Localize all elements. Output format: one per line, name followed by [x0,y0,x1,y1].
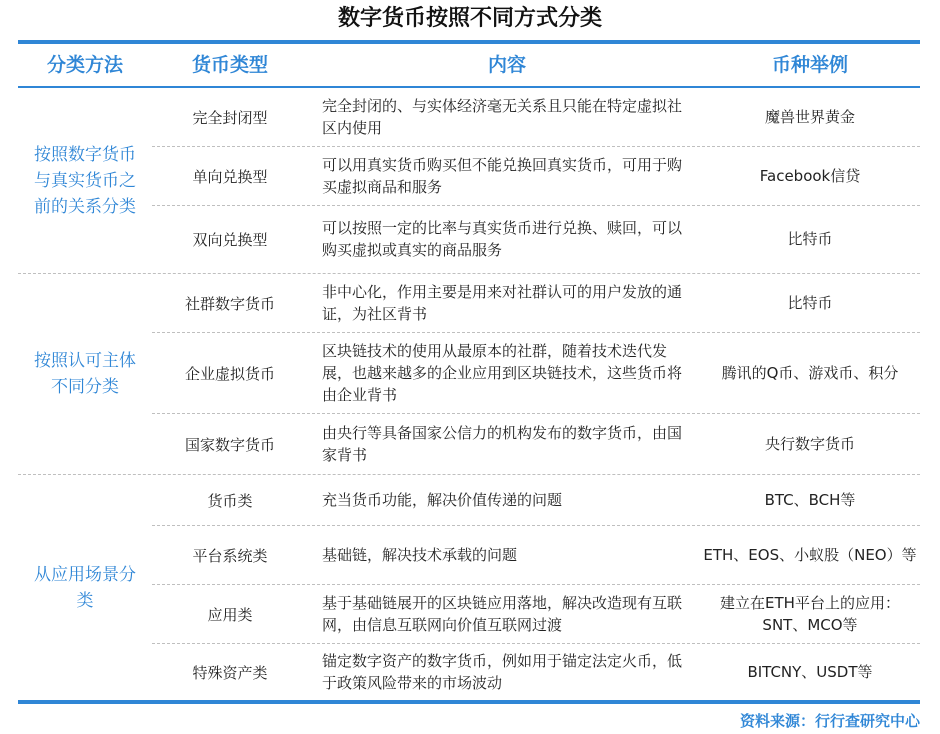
row-example: 比特币 [787,230,833,248]
row-type: 企业虚拟货币 [184,364,275,383]
table-row [152,526,920,584]
table-row [152,206,920,272]
header-content: 内容 [487,54,526,76]
row-type: 单向兑换型 [192,167,268,186]
row-type: 双向兑换型 [192,230,268,249]
row-type: 社群数字货币 [184,294,275,313]
row-content: 锚定数字资产的数字货币，例如用于锚定法定火币，低于政策风险带来的市场波动 [322,652,683,692]
source-note: 资料来源：行行查研究中心 [739,712,920,730]
row-content: 充当货币功能，解决价值传递的问题 [322,491,563,509]
row-type: 特殊资产类 [192,663,268,682]
table-bottom-rule [18,700,920,704]
row-content: 非中心化，作用主要是用来对社群认可的用户发放的通证，为社区背书 [322,283,683,323]
row-example: 比特币 [787,294,833,312]
row-type: 应用类 [207,605,253,624]
row-example: 建立在ETH平台上的应用：SNT、MCO等 [720,594,900,634]
table-row [152,88,920,146]
header-type: 货币类型 [191,54,268,76]
row-content: 由央行等具备国家公信力的机构发布的数字货币，由国家背书 [322,424,683,464]
row-type: 平台系统类 [192,546,268,565]
row-content: 完全封闭的、与实体经济毫无关系且只能在特定虚拟社区内使用 [322,97,683,137]
row-example: BTC、BCH等 [764,491,856,509]
table-row [152,585,920,643]
row-type: 货币类 [207,491,253,510]
row-content: 区块链技术的使用从最原本的社群，随着技术迭代发展，也越来越多的企业应用到区块链技术，这些货币将由企业背书 [322,342,683,404]
row-example: 魔兽世界黄金 [764,108,855,126]
table-row [152,475,920,525]
group-method-3: 从应用场景分类 [34,564,136,611]
table-row [152,414,920,474]
row-type: 国家数字货币 [184,435,275,454]
table-row [152,333,920,413]
group-method-2: 按照认可主体不同分类 [34,351,136,397]
table-header [18,44,920,86]
row-content: 基础链，解决技术承载的问题 [322,546,518,564]
row-content: 可以按照一定的比率与真实货币进行兑换、赎回，可以购买虚拟或真实的商品服务 [322,219,683,259]
row-example: ETH、EOS、小蚁股（NEO）等 [703,546,917,564]
header-method: 分类方法 [46,54,123,76]
page-title: 数字货币按照不同方式分类 [337,6,602,31]
row-example: 央行数字货币 [764,435,855,453]
row-example: BITCNY、USDT等 [747,663,873,681]
row-content: 基于基础链展开的区块链应用落地，解决改造现有互联网，由信息互联网向价值互联网过渡 [322,594,683,634]
row-type: 完全封闭型 [192,108,268,127]
row-example: 腾讯的Q币、游戏币、积分 [721,364,899,382]
group-method-1: 按照数字货币与真实货币之前的关系分类 [34,144,136,217]
table-row [152,147,920,205]
header-example: 币种举例 [771,54,848,76]
table-row [152,644,920,700]
table-row [152,274,920,332]
row-content: 可以用真实货币购买但不能兑换回真实货币，可用于购买虚拟商品和服务 [322,156,683,196]
row-example: Facebook信贷 [759,167,861,185]
